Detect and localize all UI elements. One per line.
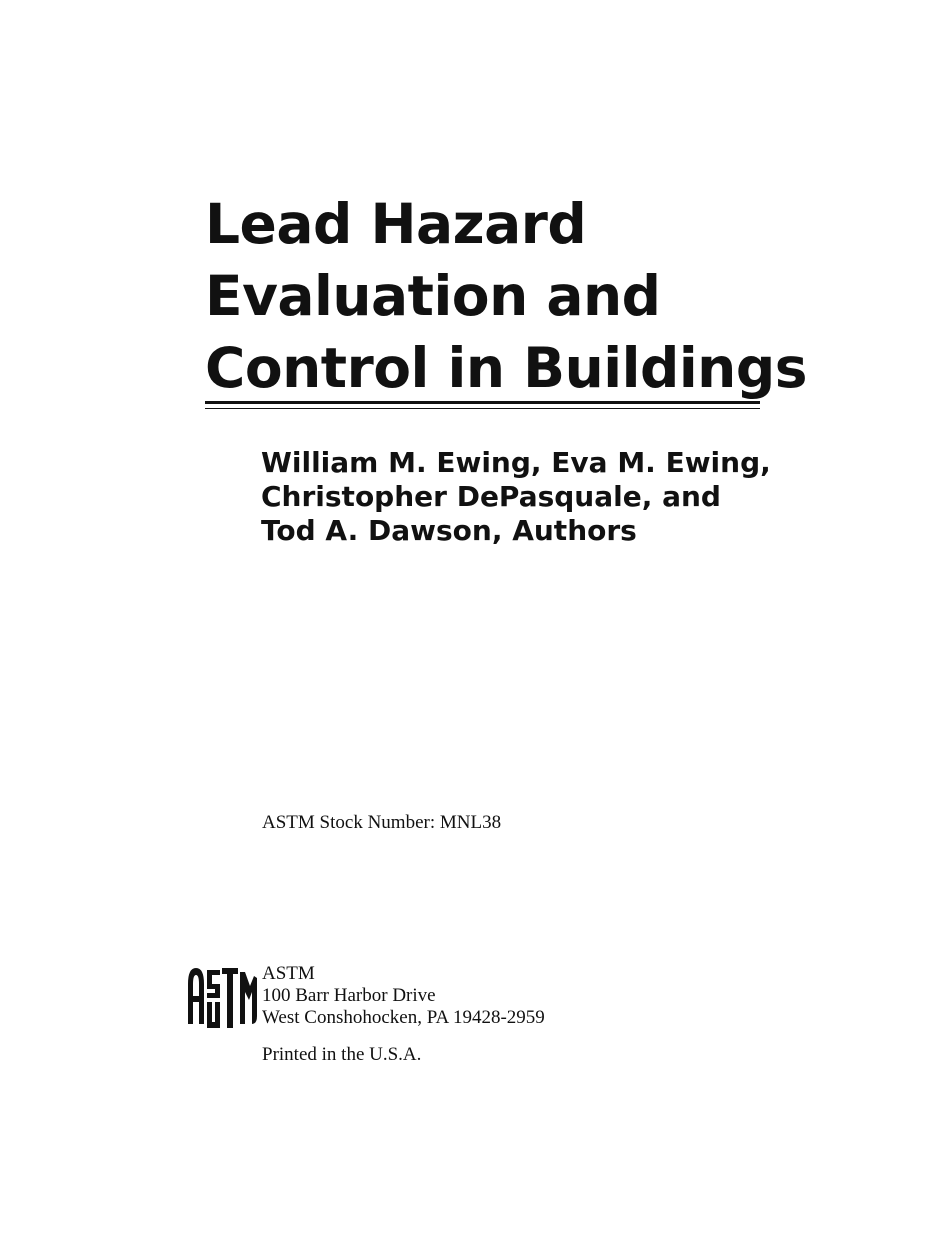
author-line-3: Tod A. Dawson, Authors xyxy=(261,514,637,547)
publisher-address xyxy=(262,963,545,1029)
astm-logo-icon xyxy=(186,962,258,1030)
author-line-1: William M. Ewing, Eva M. Ewing, xyxy=(261,446,771,479)
stock-number: ASTM Stock Number: MNL38 xyxy=(262,812,502,833)
book-title xyxy=(205,188,805,404)
book-title-line-1: Lead Hazard xyxy=(205,192,587,256)
publisher-street: 100 Barr Harbor Drive xyxy=(262,985,436,1006)
title-rule-thin xyxy=(205,408,760,409)
book-title-line-3: Control in Buildings xyxy=(205,336,807,400)
publisher-name: ASTM xyxy=(262,963,315,984)
printed-in-note: Printed in the U.S.A. xyxy=(262,1044,422,1065)
title-rule-thick xyxy=(205,401,760,404)
author-line-2: Christopher DePasquale, and xyxy=(261,480,721,513)
book-title-line-2: Evaluation and xyxy=(205,264,661,328)
publisher-city: West Conshohocken, PA 19428-2959 xyxy=(262,1007,545,1028)
author-list xyxy=(261,446,821,548)
